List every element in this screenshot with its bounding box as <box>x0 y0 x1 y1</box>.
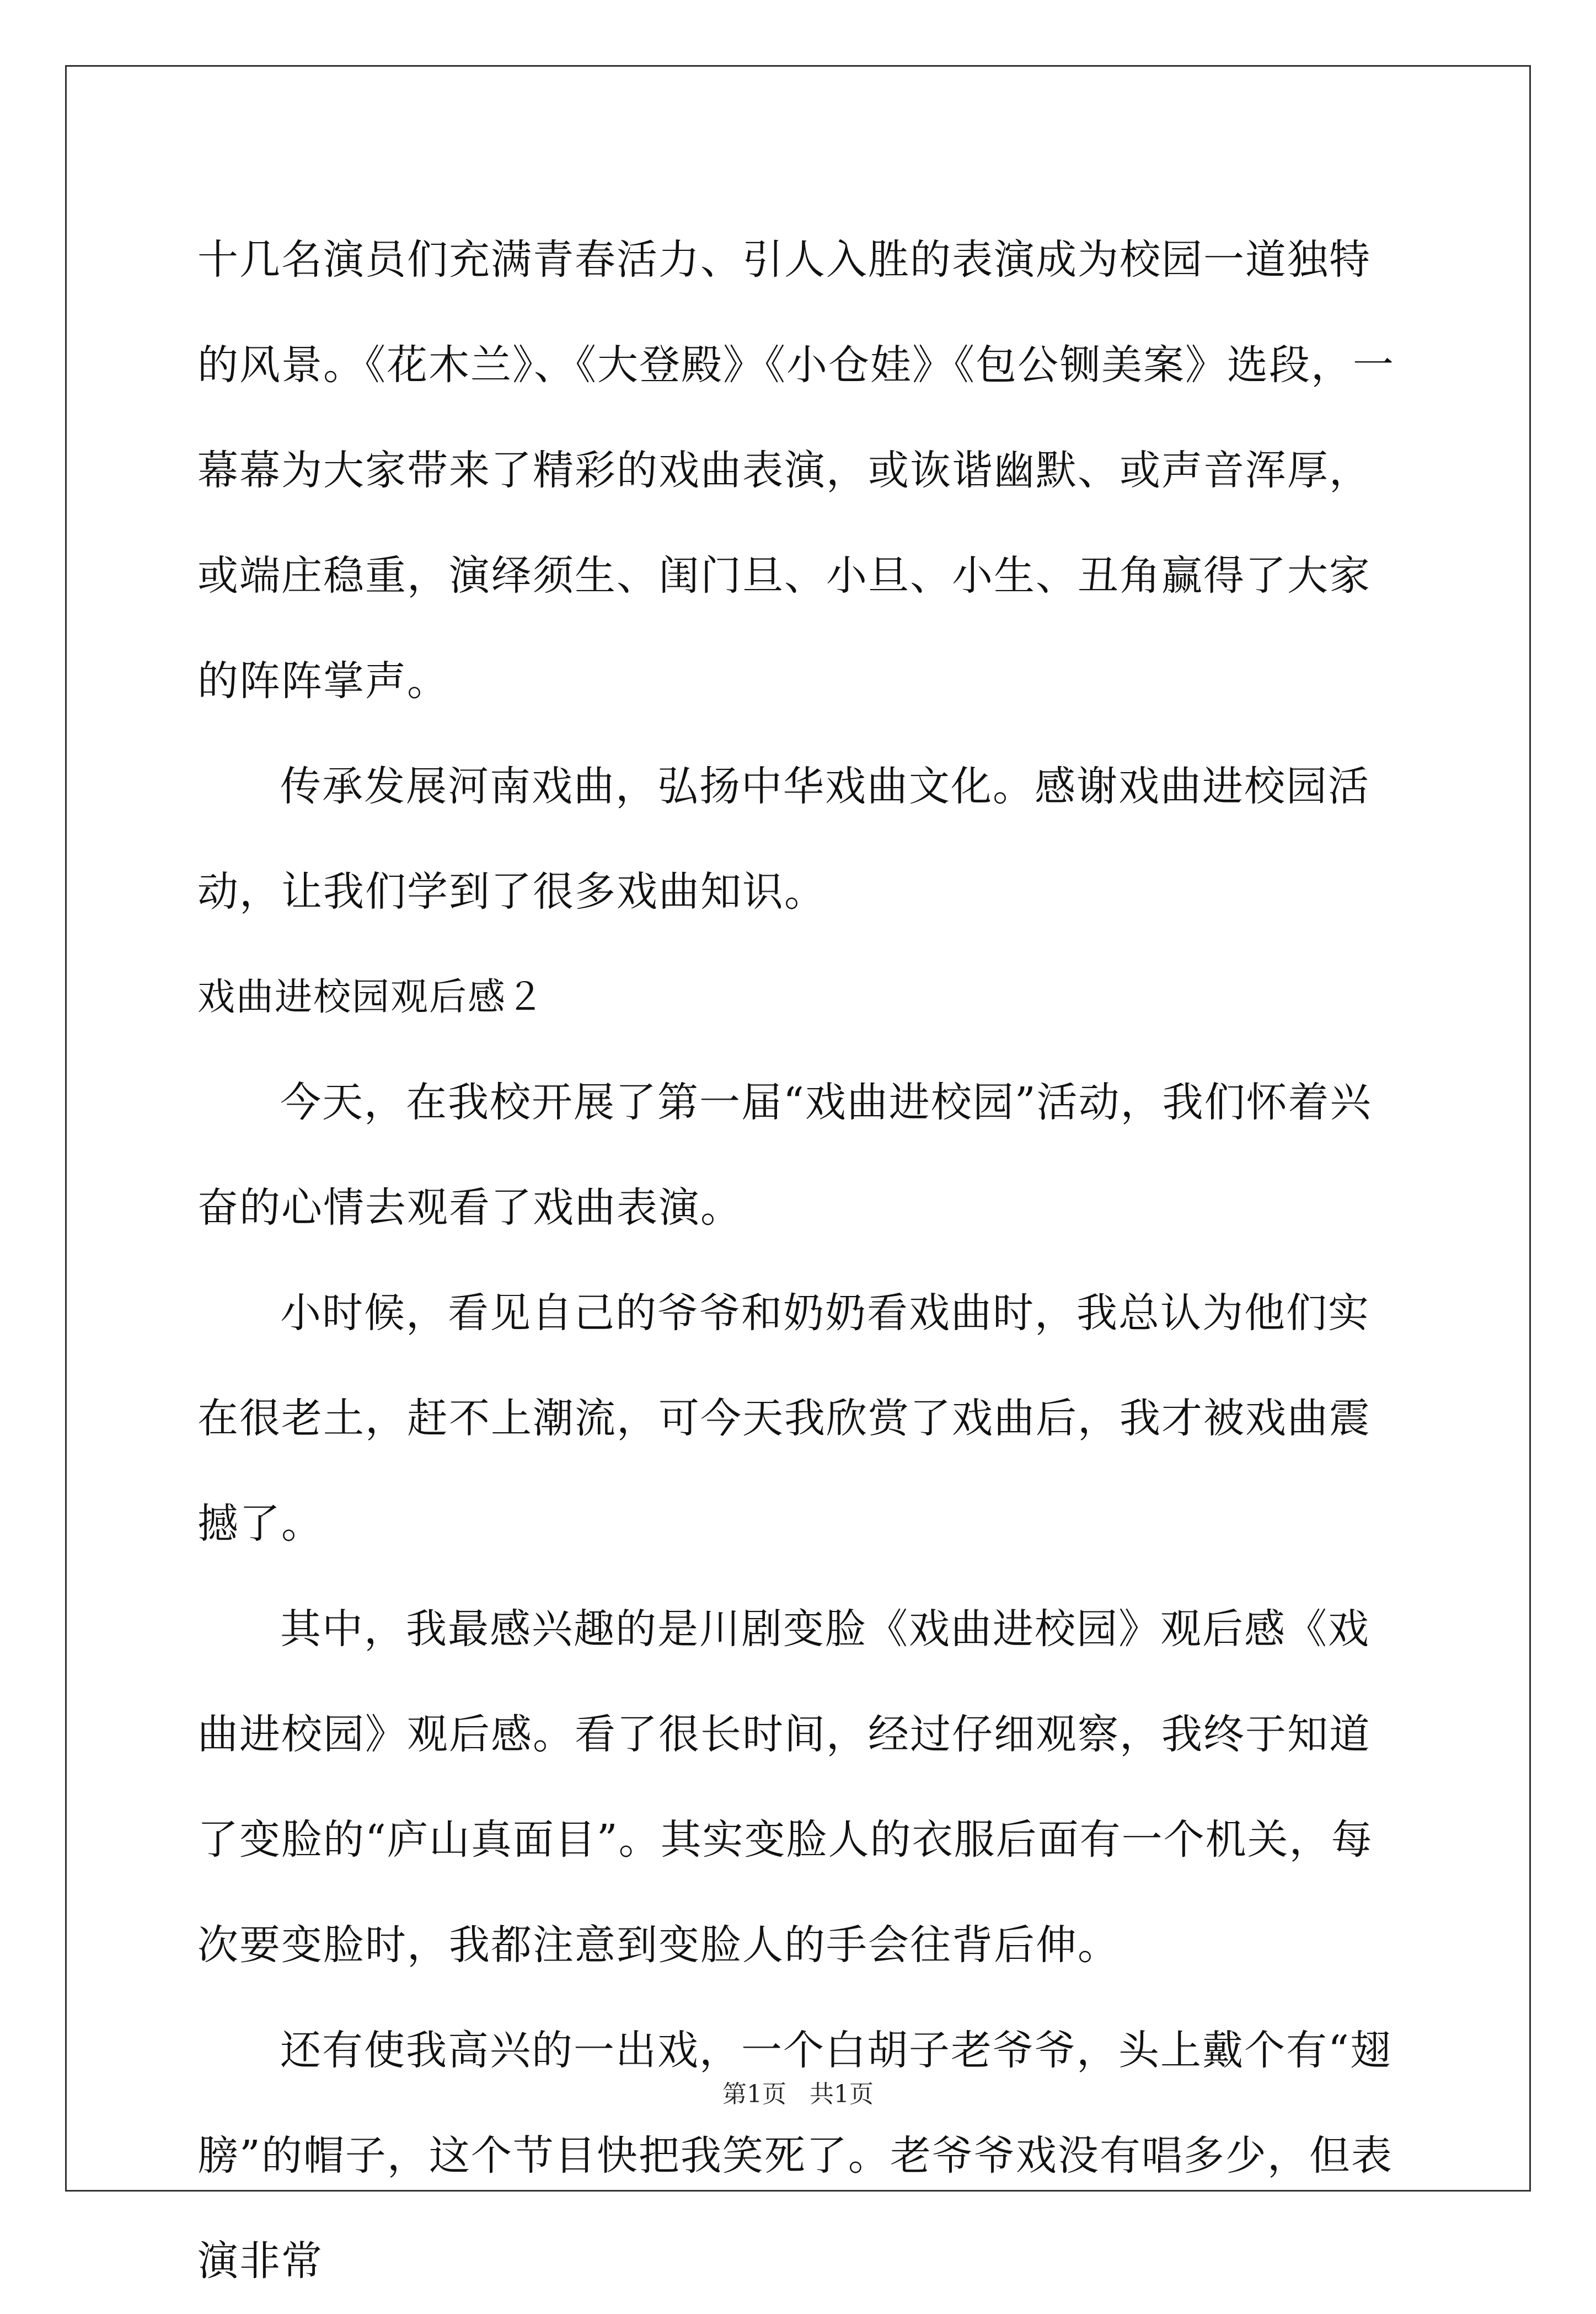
section-title: 戏曲进校园观后感２ <box>197 976 545 1019</box>
section-paragraph-1: 今天，在我校开展了第一届“戏曲进校园”活动，我们怀着兴奋的心情去观看了戏曲表演。 <box>197 1079 1372 1231</box>
page-total: 共1页 <box>810 2080 874 2108</box>
section-paragraph-2: 小时候，看见自己的爷爷和奶奶看戏曲时，我总认为他们实在很老土，赶不上潮流，可今天我欣赏了戏曲后，我才被戏曲震撼了。 <box>197 1289 1371 1547</box>
section-paragraph-3: 其中，我最感兴趣的是川剧变脸《戏曲进校园》观后感《戏曲进校园》观后感。看了很长时间，经过仔细观察，我终于知道了变脸的“庐山真面目”。其实变脸人的衣服后面有一个机关，每次要变脸时，我都注意到变脸人的手会往背后伸。 <box>197 1605 1373 1969</box>
document-body <box>197 207 1408 2314</box>
page-footer <box>0 2078 1596 2111</box>
page-number: 第1页 <box>722 2080 786 2108</box>
section-paragraph-4: 还有使我高兴的一出戏，一个白胡子老爷爷，头上戴个有“翅膀”的帽子，这个节目快把我笑死了。老爷爷戏没有唱多少，但表演非常 <box>197 2027 1393 2285</box>
paragraph-1: 十几名演员们充满青春活力、引人入胜的表演成为校园一道独特的风景。《花木兰》、《大登殿》《小仓娃》《包公铡美案》选段，一幕幕为大家带来了精彩的戏曲表演，或诙谐幽默、或声音浑厚，或端庄稳重，演绎须生、闺门旦、小旦、小生、丑角赢得了大家的阵阵掌声。 <box>197 236 1395 705</box>
paragraph-2: 传承发展河南戏曲，弘扬中华戏曲文化。感谢戏曲进校园活动，让我们学到了很多戏曲知识。 <box>197 763 1370 915</box>
